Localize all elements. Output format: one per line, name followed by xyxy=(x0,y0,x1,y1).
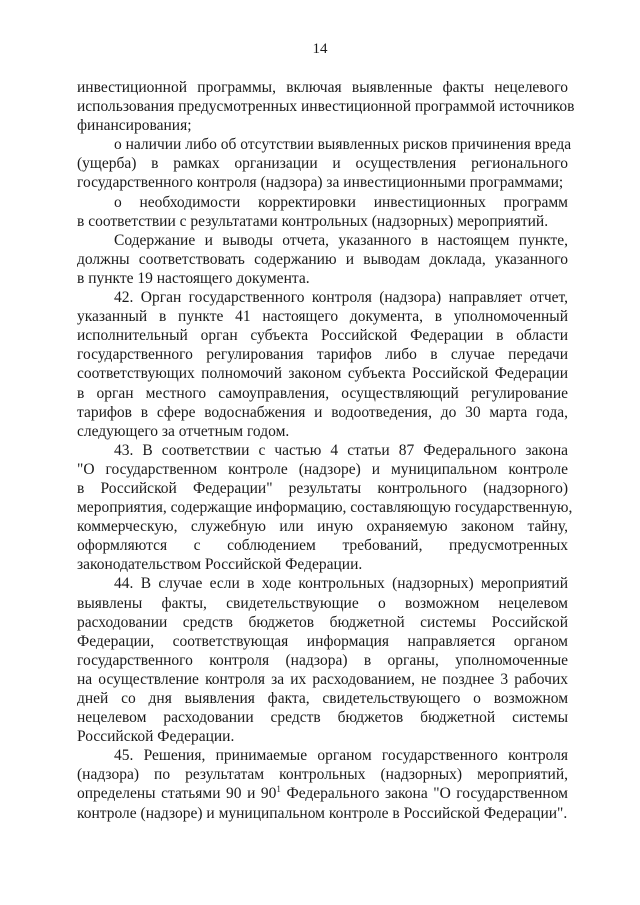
text-line: на осуществление контроля за их расходованием, не позднее 3 рабочих xyxy=(77,670,568,688)
text-line: государственного контроля (надзора) за инвестиционными программами; xyxy=(77,174,564,192)
text-line: оформляются с соблюдением требований, предусмотренных xyxy=(77,537,568,555)
text-line: 42. Орган государственного контроля (надзора) направляет отчет, xyxy=(114,289,568,307)
text-line: в Российской Федерации" результаты контрольного (надзорного) xyxy=(77,479,568,497)
text-line: коммерческую, служебную или иную охраняемую законом тайну, xyxy=(77,518,568,536)
paragraph-42 xyxy=(77,288,568,441)
text-line: государственного контроля (надзора) в органы, уполномоченные xyxy=(77,651,568,669)
text-line: 43. В соответствии с частью 4 статьи 87 Федерального закона xyxy=(114,441,568,459)
paragraph-report-content xyxy=(77,231,568,288)
text-fragment: Федерального закона "О государственном xyxy=(280,785,568,803)
text-line: должны соответствовать содержанию и выводам доклада, указанного xyxy=(77,250,568,268)
text-line: о необходимости корректировки инвестиционных программ xyxy=(114,193,568,211)
page-number: 14 xyxy=(312,41,328,57)
text-line: законодательством Российской Федерации. xyxy=(77,556,363,574)
text-line: расходовании средств бюджетов бюджетной системы Российской xyxy=(77,613,568,631)
text-line: мероприятия, содержащие информацию, составляющую государственную, xyxy=(77,499,573,517)
paragraph-risks xyxy=(77,135,572,192)
paragraph-44 xyxy=(77,574,568,746)
text-line: о наличии либо об отсутствии выявленных рисков причинения вреда xyxy=(114,136,572,154)
text-line: 45. Решения, принимаемые органом государственного контроля xyxy=(114,747,568,765)
text-line: финансирования; xyxy=(77,117,192,135)
text-line: исполнительный орган субъекта Российской Федерации в области xyxy=(77,327,568,345)
text-line: 44. В случае если в ходе контрольных (надзорных) мероприятий xyxy=(114,575,568,593)
paragraph-correction xyxy=(77,193,568,231)
text-line: (надзора) по результатам контрольных (надзорных) мероприятий, xyxy=(77,766,568,784)
text-line: нецелевом расходовании средств бюджетов бюджетной системы xyxy=(77,709,568,727)
text-line: в соответствии с результатами контрольных (надзорных) мероприятий. xyxy=(77,212,549,230)
text-line: тарифов в сфере водоснабжения и водоотведения, до 30 марта года, xyxy=(77,403,568,421)
text-line-with-superscript xyxy=(77,784,568,803)
text-line: использования предусмотренных инвестиционной программой источников xyxy=(77,98,575,116)
text-line: в пункте 19 настоящего документа. xyxy=(77,269,310,287)
text-line: государственного регулирования тарифов либо в случае передачи xyxy=(77,346,568,364)
text-line: соответствующих полномочий законом субъекта Российской Федерации xyxy=(77,365,568,383)
paragraph-43 xyxy=(77,441,573,575)
text-line: дней со дня выявления факта, свидетельствующего о возможном xyxy=(77,690,568,707)
text-line: следующего за отчетным годом. xyxy=(77,422,290,440)
text-line: Российской Федерации. xyxy=(77,728,235,746)
text-line: выявлены факты, свидетельствующие о возможном нецелевом xyxy=(77,594,568,612)
text-line: указанный в пункте 41 настоящего документа, в уполномоченный xyxy=(77,308,568,326)
text-line: Федерации, соответствующая информация направляется органом xyxy=(77,632,568,650)
superscript: 1 xyxy=(276,784,281,795)
text-line: Содержание и выводы отчета, указанного в настоящем пункте, xyxy=(114,231,568,249)
text-line: контроле (надзоре) и муниципальном контроле в Российской Федерации". xyxy=(77,804,568,822)
paragraph-continuation xyxy=(77,78,575,135)
text-fragment: определены статьями 90 и 90 xyxy=(77,785,277,803)
text-line: в орган местного самоуправления, осуществляющий регулирование xyxy=(77,384,568,402)
text-line: инвестиционной программы, включая выявленные факты нецелевого xyxy=(77,79,568,96)
text-line: "О государственном контроле (надзоре) и муниципальном контроле xyxy=(77,460,568,478)
paragraph-45 xyxy=(77,746,568,822)
document-body xyxy=(77,78,575,823)
text-line: (ущерба) в рамках организации и осуществления регионального xyxy=(77,155,568,173)
